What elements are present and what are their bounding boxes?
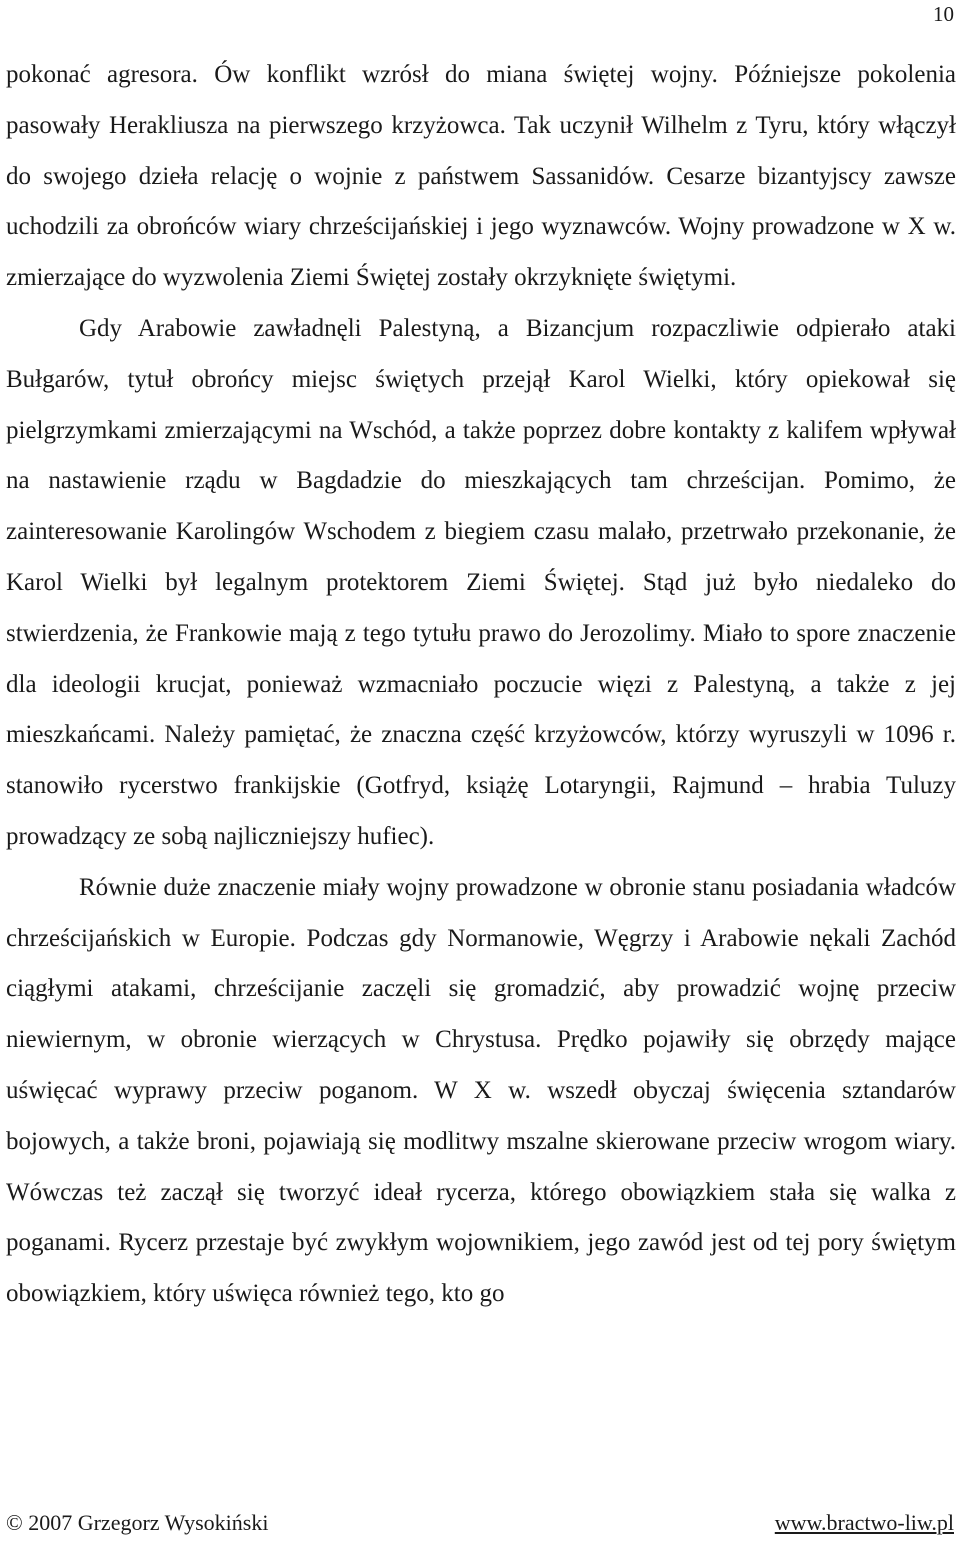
- paragraph-3: Równie duże znaczenie miały wojny prowadzone w obronie stanu posiadania władców chrześcijańskich w Europie. Podczas gdy Normanowie, Węgrzy i Arabowie nękali Zachód ciągłymi atakami, chrześcijanie zaczęli się gromadzić, aby prowadzić wojnę przeciw niewiernym, w obronie wierzących w Chrystusa. Prędko pojawiły się obrzędy mające uświęcać wyprawy przeciw poganom. W X w. wszedł obyczaj święcenia sztandarów bojowych, a także broni, pojawiają się modlitwy mszalne skierowane przeciw wrogom wiary. Wówczas też zaczął się tworzyć ideał rycerza, którego obowiązkiem stała się walka z poganami. Rycerz przestaje być zwykłym wojownikiem, jego zawód jest od tej pory świętym obowiązkiem, który uświęca również tego, kto go: [6, 873, 956, 1308]
- website-link[interactable]: www.bractwo-liw.pl: [774, 1510, 954, 1535]
- page-number: 10: [933, 2, 954, 26]
- document-body: [6, 50, 956, 1320]
- copyright-notice: © 2007 Grzegorz Wysokiński: [6, 1510, 269, 1535]
- paragraph-1: pokonać agresora. Ów konflikt wzrósł do miana świętej wojny. Późniejsze pokolenia pasowały Herakliusza na pierwszego krzyżowca. Tak uczynił Wilhelm z Tyru, który włączył do swojego dzieła relację o wojnie z państwem Sassanidów. Cesarze bizantyjscy zawsze uchodzili za obrońców wiary chrześcijańskiej i jego wyznawców. Wojny prowadzone w X w. zmierzające do wyzwolenia Ziemi Świętej zostały okrzyknięte świętymi.: [6, 61, 956, 292]
- page-footer: [6, 1510, 954, 1536]
- paragraph-2: Gdy Arabowie zawładnęli Palestyną, a Bizancjum rozpaczliwie odpierało ataki Bułgarów, tytuł obrońcy miejsc świętych przejął Karol Wielki, który opiekował się pielgrzymkami zmierzającymi na Wschód, a także poprzez dobre kontakty z kalifem wpływał na nastawienie rządu w Bagdadzie do mieszkających tam chrześcijan. Pomimo, że zainteresowanie Karolingów Wschodem z biegiem czasu malało, przetrwało przekonanie, że Karol Wielki był legalnym protektorem Ziemi Świętej. Stąd już było niedaleko do stwierdzenia, że Frankowie mają z tego tytułu prawo do Jerozolimy. Miało to spore znaczenie dla ideologii krucjat, ponieważ wzmacniało poczucie więzi z Palestyną, a także z jej mieszkańcami. Należy pamiętać, że znaczna część krzyżowców, którzy wyruszyli w 1096 r. stanowiło rycerstwo frankijskie (Gotfryd, książę Lotaryngii, Rajmund – hrabia Tuluzy prowadzący ze sobą najliczniejszy hufiec).: [6, 314, 956, 850]
